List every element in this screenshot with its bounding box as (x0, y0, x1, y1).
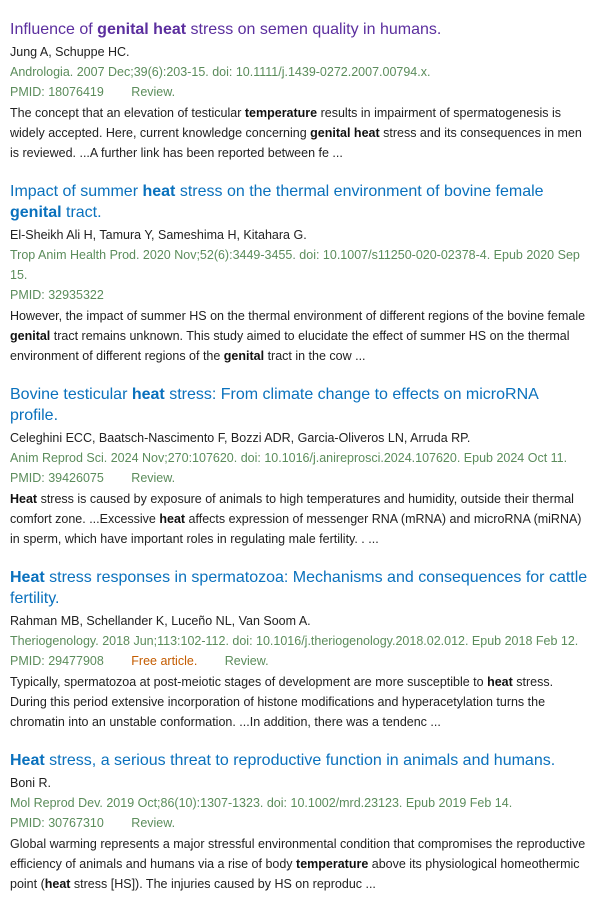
text-segment: Global warming represents a major stressful environmental condition that compromises the reproductive efficiency of animals and humans via a rise of body (10, 837, 586, 871)
result-snippet (10, 672, 590, 732)
result-meta (10, 285, 590, 305)
result-title-link[interactable] (10, 384, 590, 426)
result-meta (10, 468, 590, 488)
pmid-label: PMID: 32935322 (10, 288, 104, 302)
highlighted-term: temperature (296, 857, 369, 871)
text-segment: However, the impact of summer HS on the thermal environment of different regions of the bovine female (10, 309, 586, 323)
result-snippet (10, 489, 590, 549)
result-citation: Andrologia. 2007 Dec;39(6):203-15. doi: 10.1111/j.1439-0272.2007.00794.x. (10, 65, 431, 79)
result-citation: Trop Anim Health Prod. 2020 Nov;52(6):3449-3455. doi: 10.1007/s11250-020-02378-4. Epub 2020 Sep 15. (10, 248, 580, 282)
review-badge: Review. (224, 654, 269, 668)
text-segment: affects expression of messenger RNA (mRNA) and microRNA (miRNA) in sperm, which have important roles in regulating male fertility. . ... (10, 512, 582, 546)
highlighted-term: genital heat (310, 126, 380, 140)
text-segment: tract remains unknown. This study aimed to elucidate the effect of summer HS on the thermal environment of different regions of the (10, 329, 570, 363)
highlighted-term[interactable]: heat (142, 183, 176, 200)
highlighted-term[interactable]: Heat (10, 752, 45, 769)
result-authors: Rahman MB, Schellander K, Luceño NL, Van Soom A. (10, 614, 311, 628)
highlighted-term: genital (223, 349, 265, 363)
result-item (10, 567, 590, 732)
text-segment[interactable]: stress, a serious threat to reproductive function in animals and humans. (44, 752, 556, 769)
highlighted-term: genital (10, 329, 51, 343)
result-snippet (10, 103, 590, 163)
highlighted-term: heat (44, 877, 71, 891)
result-title-link[interactable] (10, 19, 590, 40)
text-segment[interactable]: stress on the thermal environment of bovine female (175, 183, 544, 200)
text-segment: stress [HS]). The injuries caused by HS on reproduc ... (70, 877, 376, 891)
result-snippet (10, 306, 590, 366)
text-segment[interactable]: stress on semen quality in humans. (186, 21, 442, 38)
result-authors: Celeghini ECC, Baatsch-Nascimento F, Bozzi ADR, Garcia-Oliveros LN, Arruda RP. (10, 431, 471, 445)
highlighted-term: heat (159, 512, 186, 526)
text-segment[interactable]: Impact of summer (10, 183, 143, 200)
result-title-link[interactable] (10, 567, 590, 609)
result-authors: El-Sheikh Ali H, Tamura Y, Sameshima H, Kitahara G. (10, 228, 307, 242)
result-meta (10, 82, 590, 102)
text-segment: Typically, spermatozoa at post-meiotic stages of development are more susceptible to (10, 675, 488, 689)
text-segment[interactable]: stress: From climate change to effects on microRNA profile. (10, 386, 538, 424)
text-segment[interactable]: Bovine testicular (10, 386, 132, 403)
highlighted-term[interactable]: heat (131, 386, 165, 403)
review-badge: Review. (131, 471, 176, 485)
highlighted-term[interactable]: Heat (10, 569, 45, 586)
review-badge: Review. (131, 85, 176, 99)
result-snippet (10, 834, 590, 894)
result-citation: Mol Reprod Dev. 2019 Oct;86(10):1307-1323. doi: 10.1002/mrd.23123. Epub 2019 Feb 14. (10, 796, 513, 810)
result-citation: Anim Reprod Sci. 2024 Nov;270:107620. doi: 10.1016/j.anireprosci.2024.107620. Epub 2024 Oct 11. (10, 451, 568, 465)
result-item (10, 750, 590, 894)
text-segment[interactable]: tract. (61, 204, 102, 221)
result-title-link[interactable] (10, 181, 590, 223)
result-title-link[interactable] (10, 750, 590, 771)
text-segment: results in impairment of spermatogenesis is widely accepted. Here, current knowledge concerning (10, 106, 561, 140)
pmid-label: PMID: 30767310 (10, 816, 104, 830)
text-segment: The concept that an elevation of testicular (10, 106, 245, 120)
highlighted-term: temperature (244, 106, 318, 120)
text-segment: above its physiological homeothermic point ( (10, 857, 580, 891)
review-badge: Review. (131, 816, 176, 830)
result-authors: Jung A, Schuppe HC. (10, 45, 130, 59)
text-segment[interactable]: Influence of (10, 21, 98, 38)
text-segment: stress is caused by exposure of animals to high temperatures and humidity, outside their thermal comfort zone. ...Excessive (10, 492, 574, 526)
result-item (10, 384, 590, 549)
text-segment: tract in the cow ... (264, 349, 366, 363)
result-item (10, 19, 590, 163)
pmid-label: PMID: 18076419 (10, 85, 104, 99)
result-citation: Theriogenology. 2018 Jun;113:102-112. doi: 10.1016/j.theriogenology.2018.02.012. Epub 2018 Feb 12. (10, 634, 579, 648)
text-segment: stress and its consequences in men is reviewed. ...A further link has been reported between fe ... (10, 126, 582, 160)
highlighted-term: heat (487, 675, 513, 689)
text-segment[interactable]: stress responses in spermatozoa: Mechanisms and consequences for cattle fertility. (10, 569, 588, 607)
highlighted-term[interactable]: genital heat (97, 21, 187, 38)
free-article-badge: Free article. (131, 654, 198, 668)
pmid-label: PMID: 39426075 (10, 471, 104, 485)
result-authors: Boni R. (10, 776, 51, 790)
result-item (10, 181, 590, 366)
highlighted-term: Heat (10, 492, 38, 506)
text-segment: stress. During this period extensive incorporation of histone modifications and hyperacetylation turns the chromatin into an unstable conformation. ...In addition, there was a tendenc ... (10, 675, 554, 729)
result-meta (10, 651, 590, 671)
pmid-label: PMID: 29477908 (10, 654, 104, 668)
highlighted-term[interactable]: genital (10, 204, 62, 221)
result-meta (10, 813, 590, 833)
